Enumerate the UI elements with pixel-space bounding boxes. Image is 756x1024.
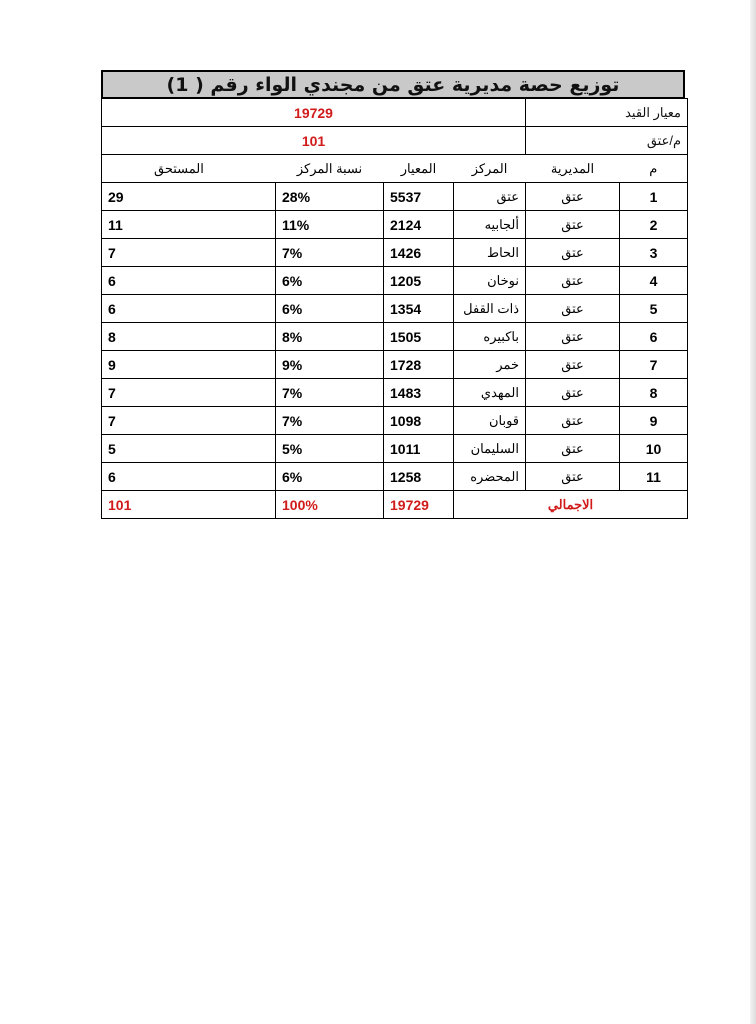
- row-criterion: 1354: [384, 295, 454, 323]
- row-number: 10: [620, 435, 688, 463]
- row-due: 7: [102, 407, 276, 435]
- row-criterion: 1011: [384, 435, 454, 463]
- row-ratio: 7%: [276, 379, 384, 407]
- row-center: ذات القفل: [454, 295, 526, 323]
- row-ratio: 8%: [276, 323, 384, 351]
- distribution-table: [101, 98, 688, 519]
- row-ratio: 6%: [276, 463, 384, 491]
- row-due: 8: [102, 323, 276, 351]
- row-center: المهدي: [454, 379, 526, 407]
- criterion-row: [102, 99, 688, 127]
- table-row: [102, 407, 688, 435]
- row-number: 6: [620, 323, 688, 351]
- row-center: قوبان: [454, 407, 526, 435]
- table-row: [102, 239, 688, 267]
- row-due: 5: [102, 435, 276, 463]
- header-criterion: المعيار: [384, 155, 454, 183]
- row-directorate: عتق: [526, 239, 620, 267]
- header-row: [102, 155, 688, 183]
- table-row: [102, 267, 688, 295]
- ratio-row: [102, 127, 688, 155]
- row-number: 5: [620, 295, 688, 323]
- row-ratio: 5%: [276, 435, 384, 463]
- criterion-value: 19729: [102, 99, 526, 127]
- total-label: الاجمالي: [454, 491, 688, 519]
- row-center: خمر: [454, 351, 526, 379]
- row-criterion: 1505: [384, 323, 454, 351]
- row-ratio: 6%: [276, 295, 384, 323]
- row-ratio: 11%: [276, 211, 384, 239]
- criterion-label: معيار القيد: [526, 99, 688, 127]
- row-number: 11: [620, 463, 688, 491]
- table-row: [102, 379, 688, 407]
- row-directorate: عتق: [526, 435, 620, 463]
- header-directorate: المديرية: [526, 155, 620, 183]
- total-due: 101: [102, 491, 276, 519]
- row-center: المحضره: [454, 463, 526, 491]
- ratio-label: م/عتق: [526, 127, 688, 155]
- row-due: 7: [102, 379, 276, 407]
- table-row: [102, 435, 688, 463]
- row-directorate: عتق: [526, 323, 620, 351]
- row-ratio: 6%: [276, 267, 384, 295]
- row-criterion: 1258: [384, 463, 454, 491]
- row-directorate: عتق: [526, 211, 620, 239]
- row-ratio: 9%: [276, 351, 384, 379]
- row-directorate: عتق: [526, 379, 620, 407]
- row-ratio: 7%: [276, 239, 384, 267]
- header-due: المستحق: [102, 155, 276, 183]
- row-number: 4: [620, 267, 688, 295]
- row-number: 7: [620, 351, 688, 379]
- row-criterion: 1098: [384, 407, 454, 435]
- header-ratio: نسبة المركز: [276, 155, 384, 183]
- row-ratio: 28%: [276, 183, 384, 211]
- row-center: باكبيره: [454, 323, 526, 351]
- row-due: 6: [102, 267, 276, 295]
- row-criterion: 1426: [384, 239, 454, 267]
- document-page: [101, 70, 687, 519]
- table-row: [102, 463, 688, 491]
- row-number: 8: [620, 379, 688, 407]
- row-number: 1: [620, 183, 688, 211]
- row-directorate: عتق: [526, 407, 620, 435]
- table-row: [102, 295, 688, 323]
- row-center: ألجابيه: [454, 211, 526, 239]
- total-ratio: 100%: [276, 491, 384, 519]
- row-criterion: 1483: [384, 379, 454, 407]
- row-due: 9: [102, 351, 276, 379]
- page-edge: [750, 0, 756, 1024]
- row-directorate: عتق: [526, 463, 620, 491]
- row-center: السليمان: [454, 435, 526, 463]
- row-directorate: عتق: [526, 295, 620, 323]
- row-due: 11: [102, 211, 276, 239]
- row-due: 7: [102, 239, 276, 267]
- table-row: [102, 323, 688, 351]
- row-number: 2: [620, 211, 688, 239]
- total-row: [102, 491, 688, 519]
- page-title: توزيع حصة مديرية عتق من مجندي الواء رقم ( 1): [101, 70, 685, 98]
- row-due: 29: [102, 183, 276, 211]
- row-directorate: عتق: [526, 351, 620, 379]
- total-criterion: 19729: [384, 491, 454, 519]
- row-directorate: عتق: [526, 183, 620, 211]
- row-due: 6: [102, 463, 276, 491]
- header-center: المركز: [454, 155, 526, 183]
- row-center: الحاط: [454, 239, 526, 267]
- row-criterion: 1205: [384, 267, 454, 295]
- row-center: عتق: [454, 183, 526, 211]
- table-row: [102, 183, 688, 211]
- table-row: [102, 351, 688, 379]
- row-criterion: 5537: [384, 183, 454, 211]
- row-center: نوخان: [454, 267, 526, 295]
- header-m: م: [620, 155, 688, 183]
- row-directorate: عتق: [526, 267, 620, 295]
- row-criterion: 2124: [384, 211, 454, 239]
- row-criterion: 1728: [384, 351, 454, 379]
- row-number: 3: [620, 239, 688, 267]
- table-row: [102, 211, 688, 239]
- row-ratio: 7%: [276, 407, 384, 435]
- row-number: 9: [620, 407, 688, 435]
- row-due: 6: [102, 295, 276, 323]
- ratio-value: 101: [102, 127, 526, 155]
